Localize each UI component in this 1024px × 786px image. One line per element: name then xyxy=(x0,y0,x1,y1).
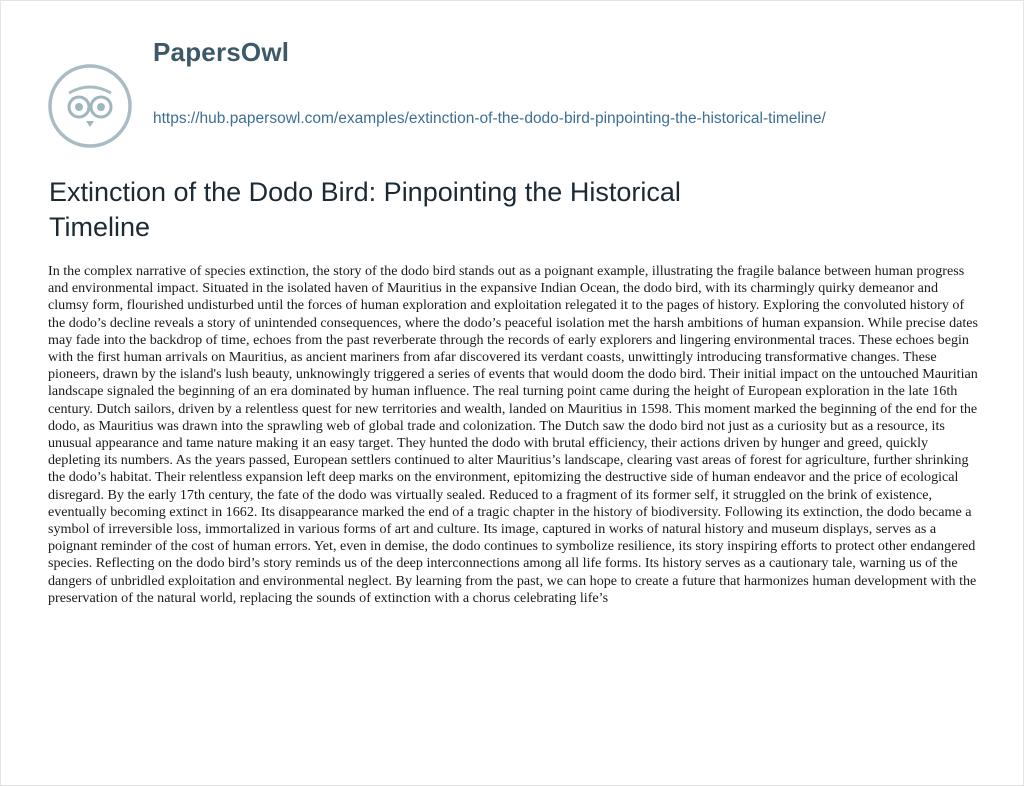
brand-name: PapersOwl xyxy=(153,37,290,67)
owl-logo-icon xyxy=(47,63,133,149)
source-url-link[interactable]: https://hub.papersowl.com/examples/extinction-of-the-dodo-bird-pinpointing-the-historical-timeline/ xyxy=(153,110,826,127)
article-body: In the complex narrative of species extinction, the story of the dodo bird stands out as a poignant example, illustrating the fragile balance between human progress and environmental impact. Situated in the isolated haven of Mauritius in the expansive Indian Ocean, the dodo bird, with its charmingly quirky demeanor and clumsy form, flourished undisturbed until the forces of human exploration and exploitation relegated it to the pages of history. Exploring the convoluted history of the dodo’s decline reveals a story of unintended consequences, where the dodo’s peaceful isolation met the harsh ambitions of human expansion. While precise dates may fade into the backdrop of time, echoes from the past reverberate through the records of early explorers and lingering environmental traces. These echoes begin with the first human arrivals on Mauritius, as ancient mariners from afar discovered its verdant coasts, unwittingly introducing transformative changes. These pioneers, drawn by the island's lush beauty, unknowingly triggered a series of events that would doom the dodo bird. Their initial impact on the untouched Mauritian landscape signaled the beginning of an era dominated by human influence. The real turning point came during the height of European exploration in the late 16th century. Dutch sailors, driven by a relentless quest for new territories and wealth, landed on Mauritius in 1598. This moment marked the beginning of the end for the dodo, as Mauritius was drawn into the sprawling web of global trade and colonization. The Dutch saw the dodo bird not just as a curiosity but as a resource, its unusual appearance and tame nature making it an easy target. They hunted the dodo with brutal efficiency, their actions driven by hunger and greed, quickly depleting its numbers. As the years passed, European settlers continued to alter Mauritius’s landscape, clearing vast areas of forest for agriculture, further shrinking the dodo’s habitat. Their relentless expansion left deep marks on the environment, epitomizing the destructive side of human endeavor and the price of ecological disregard. By the early 17th century, the fate of the dodo was virtually sealed. Reduced to a fragment of its former self, it struggled on the brink of existence, eventually becoming extinct in 1662. Its disappearance marked the end of a tragic chapter in the history of biodiversity. Following its extinction, the dodo became a symbol of irreversible loss, immortalized in various forms of art and culture. Its image, captured in works of natural history and museum displays, serves as a poignant reminder of the cost of human errors. Yet, even in demise, the dodo continues to symbolize resilience, its story inspiring efforts to protect other endangered species. Reflecting on the dodo bird’s story reminds us of the deep interconnections among all life forms. Its history serves as a cautionary tale, warning us of the dangers of unbridled exploitation and environmental neglect. By learning from the past, we can hope to create a future that harmonizes human development with the preservation of the natural world, replacing the sounds of extinction with a chorus celebrating life’s xyxy=(48,263,979,606)
document-header xyxy=(47,35,947,175)
article-title: Extinction of the Dodo Bird: Pinpointing the Historical Timeline xyxy=(49,177,681,242)
